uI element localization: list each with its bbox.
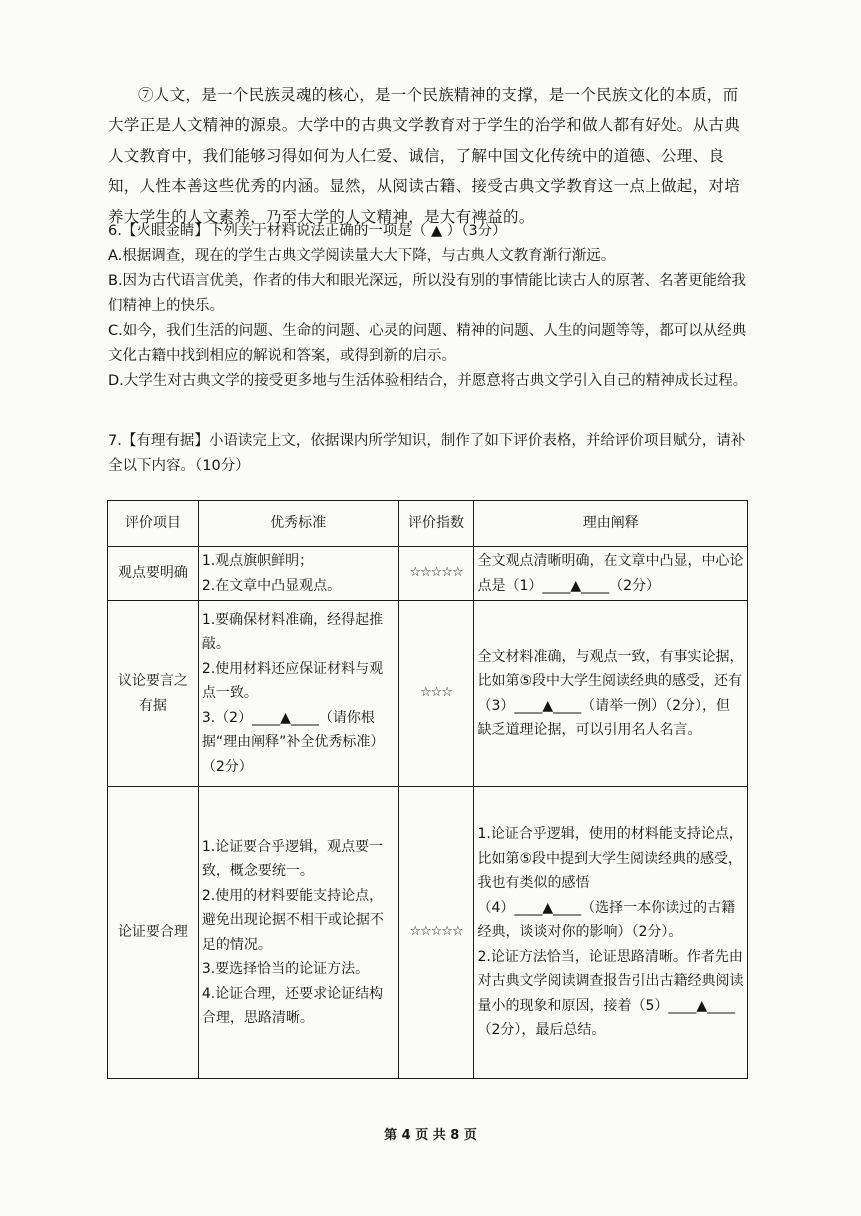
row-stars: ☆☆☆ <box>398 601 474 787</box>
standard-line: 4.论证合理，还要求论证结构合理，思路清晰。 <box>201 985 384 1026</box>
standard-line: 2.使用材料还应保证材料与观点一致。 <box>201 660 384 702</box>
row-reason <box>474 547 748 601</box>
standard-line: 2.使用的材料要能支持论点，避免出现论据不相干或论据不足的情况。 <box>201 887 384 953</box>
header-standard: 优秀标准 <box>198 501 398 547</box>
table-row <box>108 547 748 601</box>
reason-line: （4）____▲____（选择一本你读过的古籍经典，谈谈对你的影响）（2分）。 <box>477 899 736 941</box>
row-standard <box>198 787 398 1079</box>
reason-line: 2.论证方法恰当，论证思路清晰。作者先由对古典文学阅读调查报告引出古籍经典阅读量小的现象和原因，接着（5）____▲____（2分），最后总结。 <box>477 948 744 1039</box>
standard-line: 1.观点旗帜鲜明； <box>201 553 314 569</box>
question-7-stem: 7.【有理有据】小语读完上文，依据课内所学知识，制作了如下评价表格，并给评价项目赋分，请补全以下内容。（10分） <box>108 433 746 474</box>
row-item: 议论要言之有据 <box>108 601 199 787</box>
standard-line: 3.（2）____▲____（请你根据“理由阐释”补全优秀标准）（2分） <box>201 709 385 775</box>
question-6 <box>108 219 748 394</box>
question-6-stem: 6.【火眼金睛】下列关于材料说法正确的一项是（ ▲ ）（3分） <box>108 223 507 239</box>
header-item: 评价项目 <box>108 501 199 547</box>
row-stars: ☆☆☆☆☆ <box>398 787 474 1079</box>
reason-line: 全文材料准确，与观点一致，有事实论据，比如第⑤段中大学生阅读经典的感受，还有（3）____▲____（请举一例）（2分），但缺乏道理论据，可以引用名人名言。 <box>477 648 744 738</box>
table-row <box>108 601 748 787</box>
standard-line: 1.论证要合乎逻辑，观点要一致，概念要统一。 <box>201 838 384 879</box>
question-6-option-c: C.如今，我们生活的问题、生命的问题、心灵的问题、精神的问题、人生的问题等等，都可以从经典文化古籍中找到相应的解说和答案，或得到新的启示。 <box>108 323 747 364</box>
header-reason: 理由阐释 <box>474 501 748 547</box>
reason-line: 全文观点清晰明确，在文章中凸显，中心论点是（1）____▲____（2分） <box>477 553 744 594</box>
page-footer: 第 4 页 共 8 页 <box>384 1128 477 1143</box>
standard-line: 2.在文章中凸显观点。 <box>201 577 342 594</box>
row-standard <box>198 601 398 787</box>
reason-line: 1.论证合乎逻辑，使用的材料能支持论点，比如第⑤段中提到大学生阅读经典的感受，我也有类似的感悟 <box>477 826 743 892</box>
question-6-option-d: D.大学生对古典文学的接受更多地与生活体验相结合，并愿意将古典文学引入自己的精神成长过程。 <box>108 373 748 389</box>
question-6-option-b: B.因为古代语言优美，作者的伟大和眼光深远，所以没有别的事情能比读古人的原著、名著更能给我们精神上的快乐。 <box>108 273 747 314</box>
standard-line: 1.要确保材料准确，经得起推敲。 <box>201 611 384 653</box>
row-standard <box>198 547 398 601</box>
table-header-row <box>108 501 748 547</box>
evaluation-table <box>107 500 748 1079</box>
row-item: 观点要明确 <box>108 547 199 601</box>
table-row <box>108 787 748 1079</box>
passage-paragraph-7: ⑦人文，是一个民族灵魂的核心，是一个民族精神的支撑，是一个民族文化的本质，而大学正是人文精神的源泉。大学中的古典文学教育对于学生的治学和做人都有好处。从古典人文教育中，我们能够习得如何为人仁爱、诚信，了解中国文化传统中的道德、公理、良知，人性本善这些优秀的内涵。显然，从阅读古籍、接受古典文学教育这一点上做起，对培养大学生的人文素养，乃至大学的人文精神，是大有裨益的。 <box>108 86 741 226</box>
question-6-option-a: A.根据调查，现在的学生古典文学阅读量大大下降，与古典人文教育渐行渐远。 <box>108 248 616 264</box>
row-reason <box>474 601 748 787</box>
row-reason <box>474 787 748 1079</box>
row-item: 论证要合理 <box>108 787 199 1079</box>
header-stars: 评价指数 <box>398 501 474 547</box>
standard-line: 3.要选择恰当的论证方法。 <box>201 961 370 977</box>
question-7 <box>108 429 748 479</box>
row-stars: ☆☆☆☆☆ <box>398 547 474 601</box>
